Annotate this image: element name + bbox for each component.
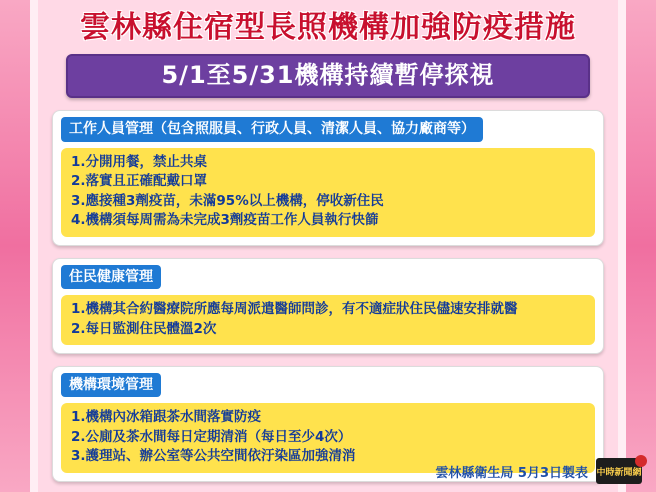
section-body <box>61 295 595 345</box>
decorative-band-right <box>626 0 656 492</box>
decorative-band-inner-right <box>618 0 626 492</box>
list-item: 4.機構須每周需為未完成3劑疫苗工作人員執行快篩 <box>71 212 379 229</box>
section-body <box>61 148 595 237</box>
section-header: 機構環境管理 <box>61 373 161 397</box>
section-staff-management <box>52 110 604 245</box>
list-item: 3.應接種3劑疫苗，未滿95%以上機構，停收新住民 <box>71 192 384 209</box>
footer <box>435 458 642 484</box>
decorative-band-left <box>0 0 30 492</box>
decorative-band-inner-left <box>30 0 38 492</box>
section-header: 工作人員管理（包含照服員、行政人員、清潔人員、協力廠商等） <box>61 117 483 141</box>
list-item: 2.每日監測住民體溫2次 <box>71 320 217 337</box>
footer-credit: 雲林縣衛生局 5月3日製表 <box>435 465 588 481</box>
news-logo-text: 中時新聞網 <box>596 467 642 478</box>
list-item: 2.落實且正確配戴口罩 <box>71 173 208 190</box>
list-item: 3.護理站、辦公室等公共空間依汙染區加強清消 <box>71 448 356 465</box>
page-title: 雲林縣住宿型長照機構加強防疫措施 <box>80 10 576 45</box>
subtitle-banner <box>66 54 590 98</box>
logo-dot-icon <box>635 455 647 467</box>
poster-content <box>38 0 618 492</box>
list-item: 1.機構內冰箱跟茶水間落實防疫 <box>71 409 262 426</box>
list-item: 1.機構其合約醫療院所應每周派遣醫師問診，有不適症狀住民儘速安排就醫 <box>71 301 518 318</box>
section-resident-health <box>52 258 604 354</box>
list-item: 2.公廁及茶水間每日定期清消（每日至少4次） <box>71 428 352 445</box>
section-header: 住民健康管理 <box>61 265 161 289</box>
subtitle-text: 5/1至5/31機構持續暫停探視 <box>161 61 495 89</box>
news-logo <box>596 458 642 484</box>
list-item: 1.分開用餐，禁止共桌 <box>71 153 208 170</box>
